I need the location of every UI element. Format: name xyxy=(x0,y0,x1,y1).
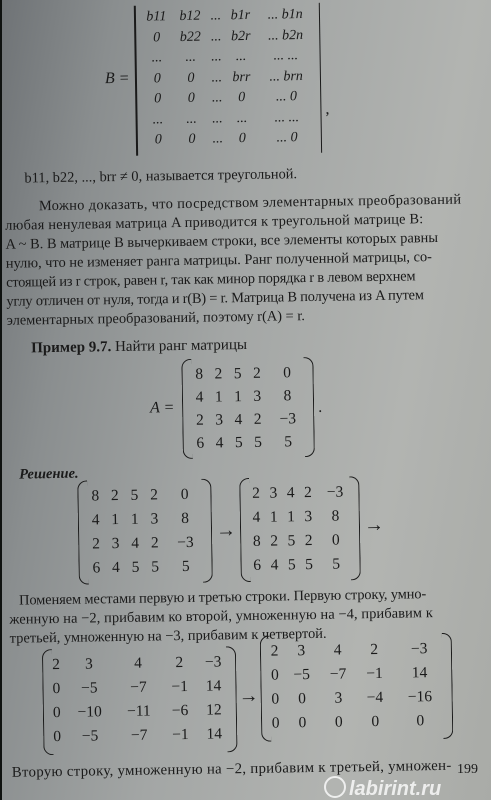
step1-left-matrix xyxy=(77,479,213,585)
matrix-row xyxy=(266,637,446,664)
matrix-cell: 4 xyxy=(134,654,143,672)
matrix-a-label: A = xyxy=(149,399,175,417)
matrix-cell: 4 xyxy=(131,534,140,552)
matrix-cell: 0 xyxy=(180,485,189,504)
step2-arrow: → xyxy=(238,684,259,708)
matrix-cell: 2 xyxy=(214,364,223,382)
matrix-cell: 2 xyxy=(110,487,119,505)
matrix-cell: −3 xyxy=(204,653,222,671)
matrix-cell: 0 xyxy=(271,690,280,708)
matrix-cell: 1 xyxy=(234,387,243,405)
matrix-cell: 0 xyxy=(188,132,196,148)
matrix-cell: 3 xyxy=(111,535,120,553)
matrix-cell: −10 xyxy=(77,703,102,721)
matrix-cell: ... ... xyxy=(273,48,299,64)
matrix-cell: 6 xyxy=(92,559,101,577)
matrix-cell: ... ... xyxy=(274,109,300,126)
matrix-row xyxy=(248,528,354,554)
matrix-cell: 4 xyxy=(333,641,342,659)
matrix-cell: 0 xyxy=(154,91,162,107)
matrix-cell: 0 xyxy=(334,713,343,731)
matrix-cell: 2 xyxy=(370,640,379,659)
matrix-cell: 4 xyxy=(195,388,204,406)
matrix-cell: −3 xyxy=(410,640,428,658)
matrix-row xyxy=(142,128,316,151)
matrix-cell: 14 xyxy=(206,725,223,743)
matrix-cell: ... xyxy=(186,111,197,127)
matrix-cell: 5 xyxy=(233,364,242,382)
matrix-cell: −7 xyxy=(130,678,147,696)
matrix-cell: −5 xyxy=(81,727,99,745)
matrix-cell: 6 xyxy=(196,434,205,452)
paragraph-2-line-1: Поменяем местами первую и третью строки. Первую строку, умно- xyxy=(18,586,427,609)
matrix-row xyxy=(48,674,230,701)
matrix-cell: −11 xyxy=(126,702,151,720)
matrix-b-right-bar xyxy=(318,3,322,153)
matrix-cell: −16 xyxy=(407,688,433,706)
step1-arrow: → xyxy=(215,519,237,542)
watermark-circle-icon xyxy=(324,776,346,798)
matrix-cell: −7 xyxy=(130,726,148,744)
matrix-row xyxy=(189,361,307,386)
matrix-cell: b1r xyxy=(230,8,251,24)
matrix-cell: 5 xyxy=(254,433,263,451)
matrix-cell: −4 xyxy=(366,688,384,707)
solution-label: Решение. xyxy=(19,465,79,483)
matrix-cell: 5 xyxy=(284,432,293,450)
matrix-cell: 0 xyxy=(270,666,279,684)
matrix-cell: brr xyxy=(232,69,251,85)
matrix-cell: 5 xyxy=(151,558,160,576)
matrix-cell: 0 xyxy=(153,30,161,46)
matrix-cell: ... xyxy=(210,8,222,24)
matrix-cell: ... xyxy=(212,111,223,127)
step2-left-matrix xyxy=(42,646,238,755)
matrix-row xyxy=(248,504,354,530)
matrix-row xyxy=(49,722,231,749)
step1-right-matrix xyxy=(239,476,361,582)
example-heading xyxy=(31,336,247,358)
matrix-cell: 2 xyxy=(252,484,261,502)
matrix-cell: 0 xyxy=(371,712,380,731)
matrix-row xyxy=(248,552,354,578)
matrix-cell: 2 xyxy=(175,654,184,672)
matrix-b-label: B = xyxy=(104,69,130,88)
matrix-cell: 2 xyxy=(150,534,159,552)
matrix-cell: ... xyxy=(210,29,222,45)
matrix-cell: ... xyxy=(211,70,223,86)
matrix-cell: 14 xyxy=(411,664,428,682)
matrix-cell: 0 xyxy=(283,363,292,381)
watermark-text: labirint.ru xyxy=(349,778,442,800)
matrix-cell: 5 xyxy=(130,486,139,504)
matrix-cell: 0 xyxy=(416,712,425,730)
matrix-cell: 8 xyxy=(181,509,190,528)
matrix-cell: 5 xyxy=(332,555,341,573)
matrix-cell: −1 xyxy=(172,725,189,744)
matrix-cell: 4 xyxy=(215,433,224,451)
matrix-cell: 2 xyxy=(195,411,204,429)
matrix-row xyxy=(140,46,314,69)
labirint-watermark xyxy=(324,776,441,800)
matrix-cell: 0 xyxy=(52,679,61,698)
matrix-cell: 0 xyxy=(298,690,307,708)
matrix-cell: 5 xyxy=(131,558,140,576)
matrix-row xyxy=(267,685,447,712)
matrix-cell: ... brn xyxy=(269,68,303,85)
matrix-cell: 4 xyxy=(111,559,120,577)
matrix-b xyxy=(134,3,322,156)
matrix-cell: −1 xyxy=(366,664,383,683)
matrix-cell: 8 xyxy=(331,507,340,525)
matrix-row xyxy=(141,66,315,89)
matrix-cell: 2 xyxy=(303,483,312,502)
matrix-row xyxy=(266,661,446,688)
matrix-cell: 2 xyxy=(304,531,313,550)
matrix-cell: ... xyxy=(211,49,222,65)
matrix-cell: 8 xyxy=(91,487,100,505)
matrix-row xyxy=(190,384,308,409)
matrix-cell: 0 xyxy=(154,132,162,148)
matrix-a xyxy=(181,357,315,459)
matrix-cell: ... b2n xyxy=(267,27,304,44)
matrix-row xyxy=(86,507,206,533)
matrix-cell: 2 xyxy=(92,535,101,553)
step1-trailing-arrow: → xyxy=(363,513,385,537)
matrix-cell: 1 xyxy=(269,508,278,526)
matrix-row xyxy=(267,709,447,736)
matrix-cell: 3 xyxy=(269,484,278,502)
matrix-cell: 2 xyxy=(149,486,159,504)
matrix-cell: 3 xyxy=(304,507,313,526)
paragraph-2-line-2: женную на −2, прибавим ко второй, умноженную на −4, прибавим к xyxy=(9,605,433,628)
matrix-cell: 2 xyxy=(253,410,262,428)
paragraph-1-line-3: A ~ B. В матрице B вычеркиваем строки, все элементы которых равны xyxy=(5,229,439,253)
matrix-cell: 0 xyxy=(331,531,340,549)
matrix-cell: 3 xyxy=(150,510,159,528)
matrix-cell: −7 xyxy=(329,665,347,683)
book-page xyxy=(2,0,491,800)
matrix-row xyxy=(140,25,314,48)
paragraph-1-line-5: стоящей из r строк, равен r, так как минор порядка r в левом верхнем xyxy=(6,268,416,291)
matrix-cell: 0 xyxy=(53,727,62,746)
matrix-cell: −3 xyxy=(279,409,297,427)
matrix-row xyxy=(141,87,315,110)
matrix-cell: 5 xyxy=(287,532,296,550)
matrix-cell: 0 xyxy=(187,91,195,107)
matrix-row xyxy=(85,483,205,509)
matrix-cell: 0 xyxy=(238,131,246,147)
example-title: Пример 9.7. xyxy=(31,339,112,357)
matrix-cell: ... 0 xyxy=(275,89,298,105)
matrix-cell: 3 xyxy=(215,410,224,428)
matrix-cell: −5 xyxy=(293,666,311,684)
matrix-row xyxy=(141,107,315,130)
matrix-cell: 12 xyxy=(206,701,222,719)
matrix-row xyxy=(48,650,230,677)
matrix-cell: 5 xyxy=(181,557,190,576)
matrix-cell: 8 xyxy=(283,386,292,404)
matrix-cell: b2r xyxy=(230,28,251,44)
matrix-cell: ... xyxy=(236,110,248,126)
matrix-cell: 0 xyxy=(298,714,307,732)
matrix-cell: 3 xyxy=(334,689,343,707)
matrix-cell: 1 xyxy=(130,510,139,528)
matrix-cell: 14 xyxy=(205,677,222,695)
matrix-cell: −6 xyxy=(171,701,189,720)
matrix-cell: 4 xyxy=(270,556,279,574)
matrix-cell: 3 xyxy=(297,642,306,660)
matrix-cell: b22 xyxy=(179,29,201,45)
matrix-cell: ... xyxy=(235,49,247,65)
matrix-cell: ... b1n xyxy=(267,7,303,23)
example-text: Найти ранг матрицы xyxy=(114,336,248,356)
matrix-cell: 3 xyxy=(253,387,262,405)
matrix-b-left-bar xyxy=(134,6,138,156)
matrix-cell: 8 xyxy=(252,532,261,550)
matrix-cell: 4 xyxy=(286,484,295,502)
matrix-cell: 1 xyxy=(287,508,296,526)
matrix-cell: −3 xyxy=(177,533,194,552)
matrix-cell: ... xyxy=(152,112,164,128)
matrix-b-trailing-comma: , xyxy=(325,100,330,118)
matrix-cell: b11 xyxy=(146,9,167,25)
matrix-cell: 3 xyxy=(84,655,93,673)
matrix-cell: b12 xyxy=(179,8,201,25)
matrix-row xyxy=(86,555,206,581)
matrix-cell: 0 xyxy=(238,90,246,106)
matrix-cell: 0 xyxy=(187,70,195,86)
paragraph-1-line-2: любая ненулевая матрица A приводится к треугольной матрице B: xyxy=(5,211,424,234)
matrix-cell: ... xyxy=(151,50,163,66)
matrix-cell: 1 xyxy=(214,387,223,405)
matrix-cell: 0 xyxy=(153,71,161,87)
paragraph-2-line-3: третьей, умноженную на −3, прибавим к четвертой. xyxy=(9,625,327,647)
matrix-cell: 4 xyxy=(252,508,261,526)
matrix-cell: 4 xyxy=(91,511,100,529)
matrix-cell: ... 0 xyxy=(276,130,298,146)
matrix-cell: 2 xyxy=(270,532,279,550)
matrix-cell: 8 xyxy=(195,365,204,383)
matrix-row xyxy=(49,698,231,725)
matrix-row xyxy=(190,407,308,432)
matrix-cell: 1 xyxy=(111,511,120,529)
matrix-cell: 5 xyxy=(234,433,243,451)
paragraph-1-line-1: Можно доказать, что посредством элементарных преобразований xyxy=(38,191,462,215)
matrix-cell: 0 xyxy=(271,714,280,732)
matrix-cell: 0 xyxy=(52,703,61,722)
paragraph-1-line-7: элементарных преобразований, поэтому r(A) = r. xyxy=(6,308,306,329)
paragraph-1-line-4: нулю, что не изменяет ранга матрицы. Ранг полученной матрицы, со- xyxy=(5,249,433,272)
matrix-cell: 6 xyxy=(253,556,262,574)
matrix-cell: 2 xyxy=(52,655,61,674)
matrix-cell: 4 xyxy=(234,410,243,428)
matrix-cell: ... xyxy=(185,50,197,66)
matrix-cell: ... xyxy=(211,90,223,106)
matrix-cell: −3 xyxy=(326,483,344,501)
triangular-definition-line: b11, b22, ..., brr ≠ 0, называется треугольной. xyxy=(24,166,298,187)
matrix-cell: −5 xyxy=(80,679,98,697)
matrix-cell: 2 xyxy=(252,364,261,382)
paragraph-1-line-6: углу отличен от нуля, тогда и r(B) = r. Матрица B получена из A путем xyxy=(6,287,424,310)
matrix-cell: 2 xyxy=(270,642,279,660)
matrix-cell: 5 xyxy=(287,556,296,574)
matrix-cell: 5 xyxy=(305,555,314,574)
matrix-a-trailing-period: . xyxy=(317,398,323,416)
matrix-cell: ... xyxy=(212,131,224,147)
matrix-row xyxy=(86,531,206,557)
matrix-row xyxy=(190,430,308,455)
matrix-row xyxy=(140,5,314,28)
step2-right-matrix xyxy=(260,633,454,742)
matrix-row xyxy=(247,480,353,506)
matrix-cell: −1 xyxy=(171,677,189,696)
page-number: 199 xyxy=(457,762,478,777)
last-line: Вторую строку, умноженную на −2, прибавим к третьей, умножен- xyxy=(11,757,452,781)
